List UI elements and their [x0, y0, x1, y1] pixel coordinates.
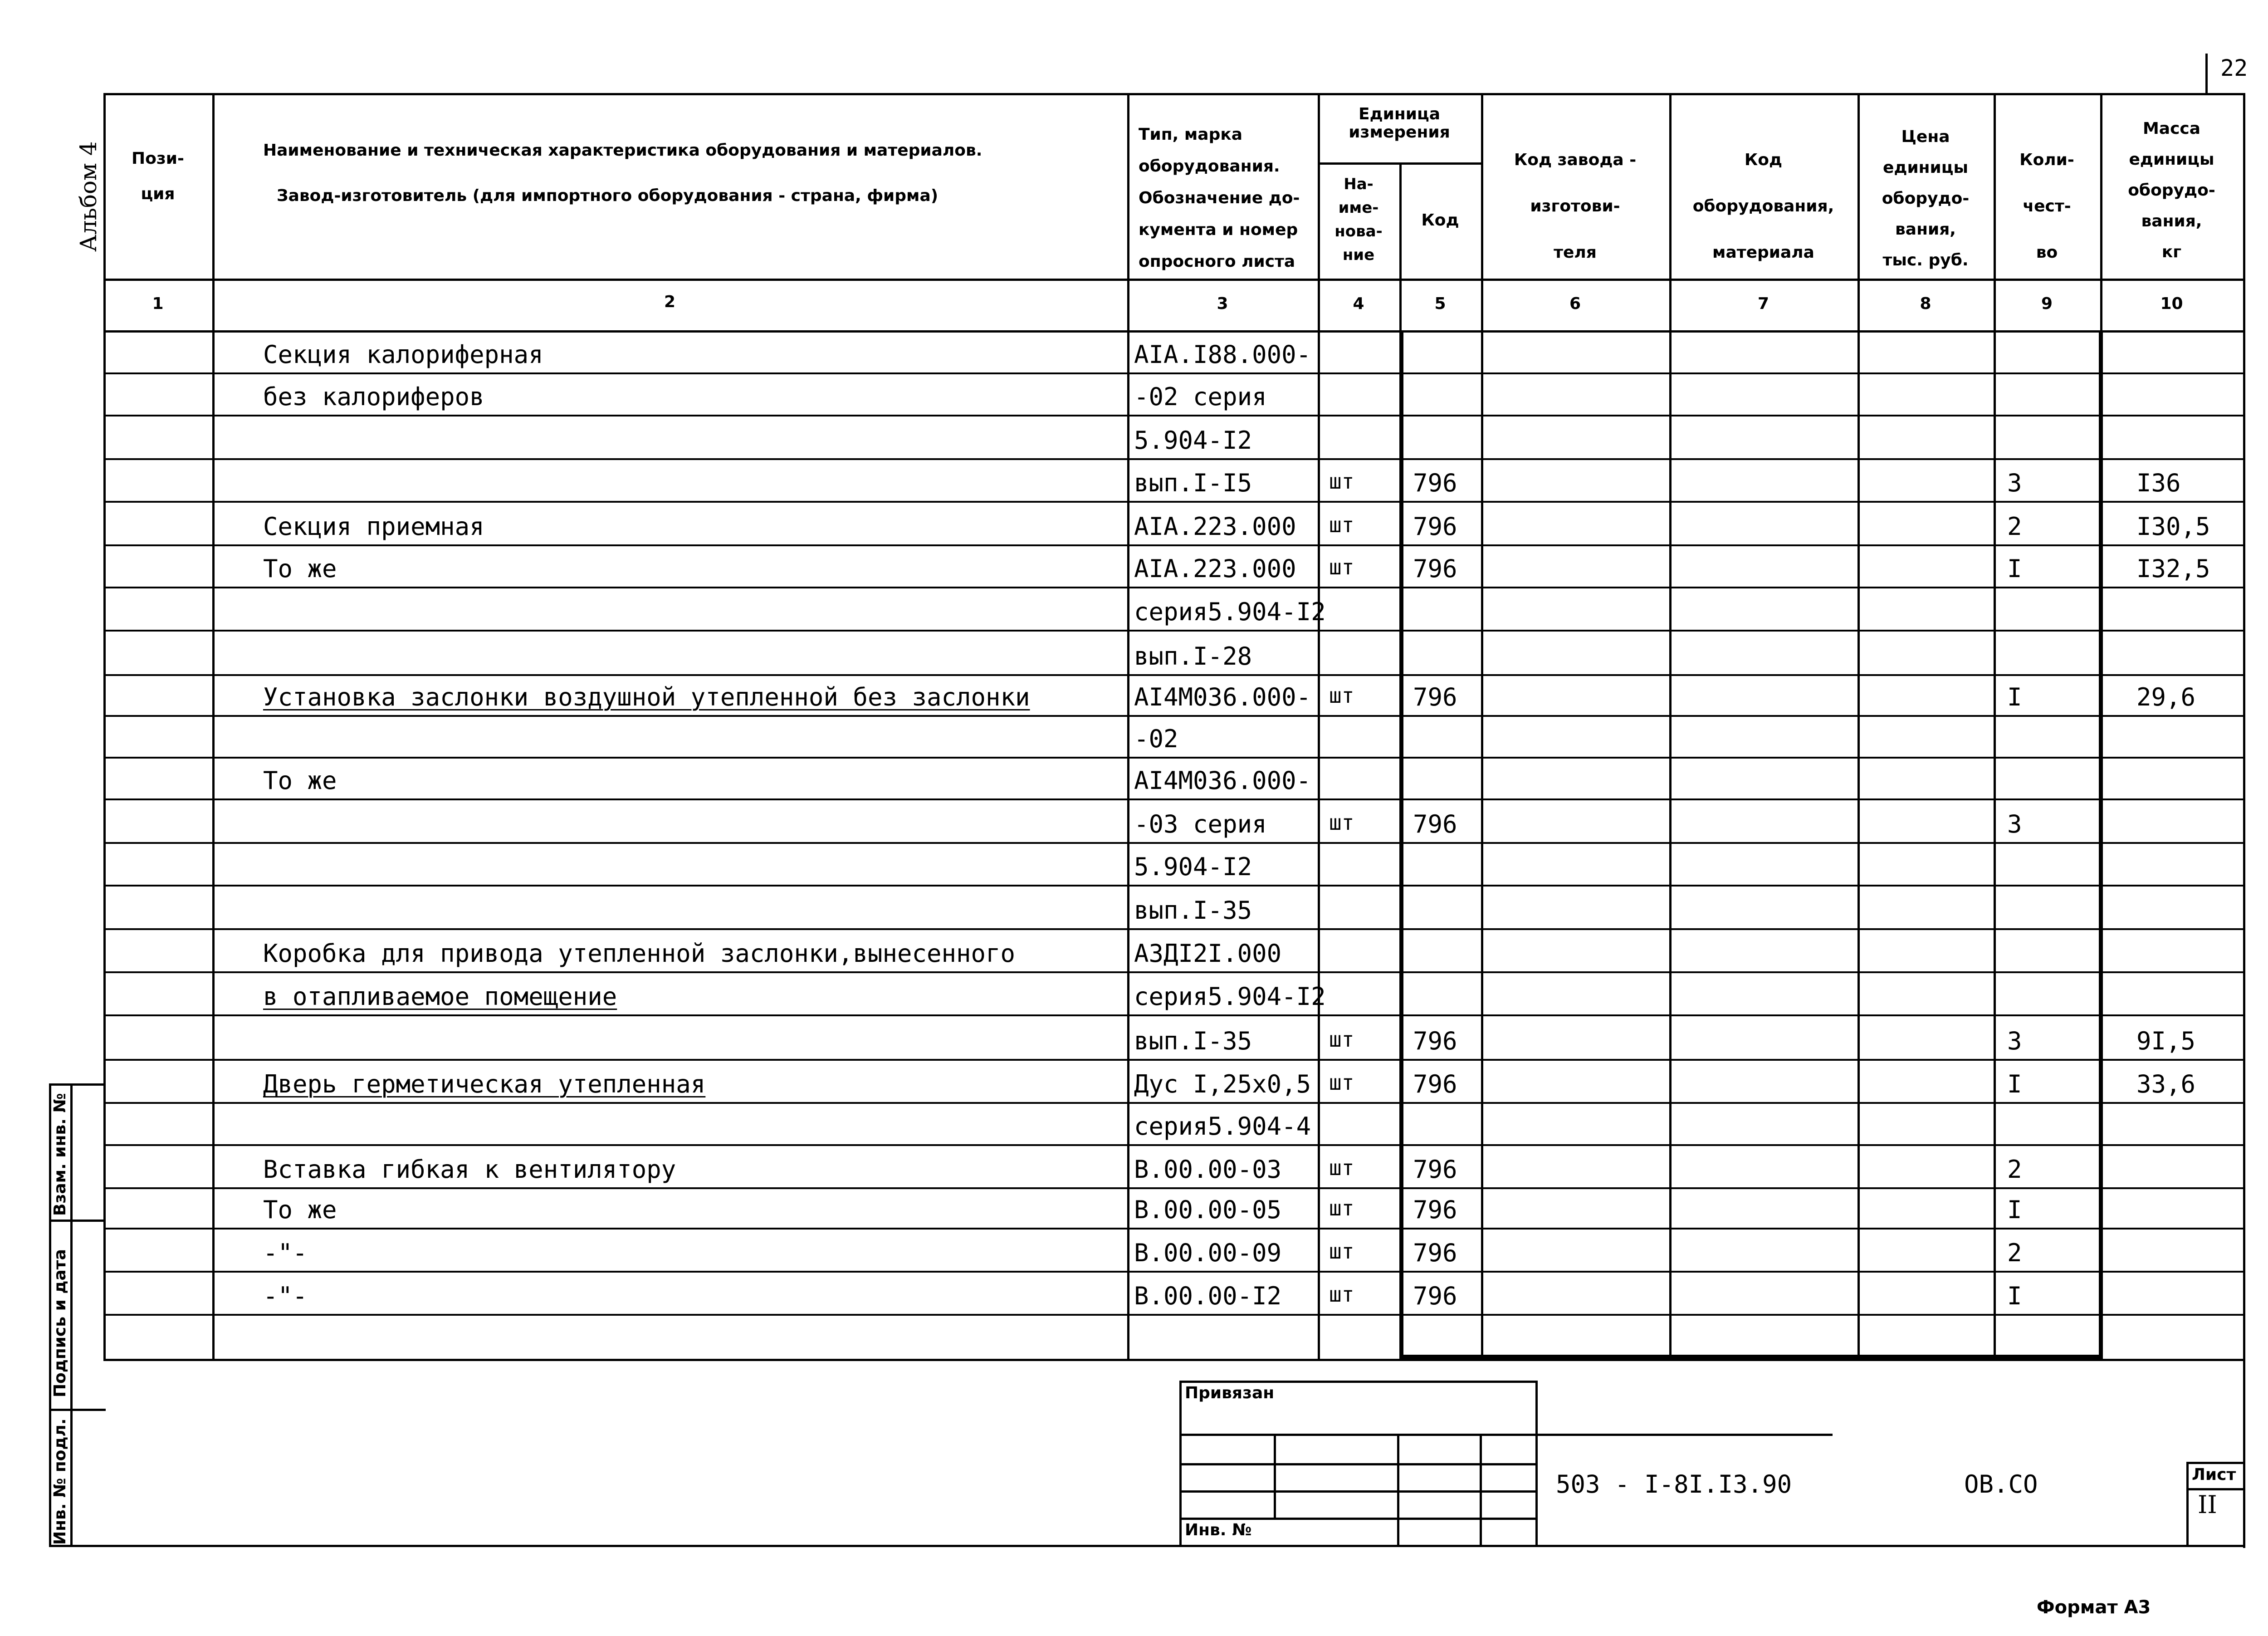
colnum-6: 6	[1569, 294, 1581, 313]
page-number-divider	[2205, 54, 2208, 95]
row-divider	[103, 1014, 2244, 1016]
side-stamp-top	[49, 1083, 106, 1086]
row-type: B.00.00-09	[1134, 1239, 1282, 1267]
row-name: Установка заслонки воздушной утепленной без заслонки	[263, 683, 1030, 711]
row-qty: I	[2007, 1282, 2022, 1310]
row-unit: шт	[1329, 810, 1354, 835]
row-type: -02 серия	[1134, 382, 1267, 411]
row-type: серия5.904-I2	[1134, 982, 1326, 1011]
row-type: -03 серия	[1134, 810, 1267, 838]
col-div-5	[1481, 93, 1483, 1359]
row-divider	[103, 885, 2244, 887]
col-div-1	[212, 93, 215, 1359]
row-divider	[103, 1271, 2244, 1273]
row-divider	[103, 501, 2244, 503]
row-mass: 9I,5	[2136, 1027, 2196, 1055]
row-divider	[103, 928, 2244, 930]
row-divider	[103, 715, 2244, 717]
row-type: AIA.223.000	[1134, 554, 1296, 583]
header-mass: Масса единицы оборудо- вания, кг	[2128, 119, 2215, 261]
row-name: Секция приемная	[263, 512, 484, 541]
row-type: вып.I-I5	[1134, 469, 1252, 497]
row-unit: шт	[1329, 1070, 1354, 1095]
stamp-list-number: II	[2198, 1490, 2217, 1519]
row-type: AI4M036.000-	[1134, 683, 1311, 711]
row-divider	[103, 1314, 2244, 1316]
row-type: Дус I,25x0,5	[1134, 1070, 1311, 1098]
stamp-col-3	[1480, 1434, 1482, 1546]
row-qty: 2	[2007, 1155, 2022, 1184]
row-type: B.00.00-03	[1134, 1155, 1282, 1184]
row-code: 796	[1413, 810, 1457, 838]
row-mass: 33,6	[2136, 1070, 2196, 1098]
stamp-mark: OB.CO	[1964, 1470, 2038, 1499]
row-name: -"-	[263, 1282, 308, 1310]
row-type: AI4M036.000-	[1134, 766, 1311, 795]
header-position: Пози- ция	[132, 149, 184, 203]
row-divider	[103, 1228, 2244, 1229]
row-type: АЗДI2I.000	[1134, 939, 1282, 968]
row-qty: 2	[2007, 1239, 2022, 1267]
row-divider	[103, 842, 2244, 844]
row-divider	[103, 630, 2244, 632]
row-code: 796	[1413, 1195, 1457, 1224]
stamp-row-3	[1179, 1490, 1538, 1493]
colnum-3: 3	[1217, 294, 1228, 313]
stamp-row-1	[1179, 1434, 1833, 1436]
row-name: без калориферов	[263, 382, 484, 411]
row-unit: шт	[1329, 1239, 1354, 1264]
group-border-bottom	[1399, 1355, 2103, 1359]
row-mass: 29,6	[2136, 683, 2196, 711]
stamp-list-label: Лист	[2192, 1465, 2236, 1484]
col-div-6	[1669, 93, 1672, 1359]
row-name: Секция калориферная	[263, 340, 543, 369]
row-qty: 3	[2007, 810, 2022, 838]
colnum-5: 5	[1434, 294, 1446, 313]
frame-bottom	[49, 1545, 2244, 1547]
row-name: Коробка для привода утепленной заслонки,вынесенного	[263, 939, 1016, 968]
stamp-col-1	[1274, 1434, 1276, 1518]
header-type: Тип, марка оборудования. Обозначение до- кумента и номер опросного листа	[1139, 125, 1300, 271]
header-equipment-code: Код оборудования, материала	[1692, 151, 1834, 262]
stamp-doc-code: 503 - I-8I.I3.90	[1556, 1470, 1792, 1499]
side-stamp-vzam: Взам. инв. №	[51, 1093, 69, 1216]
colnum-10: 10	[2160, 294, 2183, 313]
header-name-line2: Завод-изготовитель (для импортного оборудования - страна, фирма)	[277, 186, 938, 205]
colnum-2: 2	[664, 293, 676, 311]
row-divider	[103, 372, 2244, 374]
row-qty: I	[2007, 1070, 2022, 1098]
row-mass: I30,5	[2136, 512, 2210, 541]
row-type: вып.I-35	[1134, 1027, 1252, 1055]
colnum-bottom-line	[103, 330, 2244, 333]
row-name: То же	[263, 554, 337, 583]
header-bottom-line	[103, 279, 2244, 281]
colnum-8: 8	[1920, 294, 1931, 313]
frame-right	[2243, 93, 2245, 1548]
row-unit: шт	[1329, 683, 1354, 708]
colnum-7: 7	[1757, 294, 1769, 313]
row-code: 796	[1413, 554, 1457, 583]
row-code: 796	[1413, 512, 1457, 541]
header-name-line1: Наименование и техническая характеристика оборудования и материалов.	[263, 141, 982, 160]
colnum-1: 1	[152, 294, 164, 313]
row-code: 796	[1413, 1070, 1457, 1098]
row-type: серия5.904-I2	[1134, 598, 1326, 626]
row-unit: шт	[1329, 1027, 1354, 1052]
header-unit-code: Код	[1421, 211, 1459, 230]
row-type: серия5.904-4	[1134, 1112, 1311, 1141]
album-label: Альбом 4	[75, 141, 102, 252]
stamp-col-2	[1397, 1434, 1399, 1546]
col-div-2	[1127, 93, 1129, 1359]
format-label: Формат А3	[2037, 1597, 2151, 1618]
row-type: вып.I-28	[1134, 642, 1252, 671]
row-name: То же	[263, 766, 337, 795]
header-unit-group: Единица измерения	[1349, 105, 1450, 142]
row-code: 796	[1413, 1239, 1457, 1267]
row-code: 796	[1413, 469, 1457, 497]
header-factory-code: Код завода - изготови- теля	[1514, 151, 1637, 262]
row-type: 5.904-I2	[1134, 852, 1252, 881]
stamp-list-left	[2186, 1462, 2189, 1546]
row-qty: I	[2007, 554, 2022, 583]
colnum-9: 9	[2041, 294, 2053, 313]
side-stamp-div-2	[49, 1409, 106, 1411]
row-divider	[103, 544, 2244, 546]
row-name: Вставка гибкая к вентилятору	[263, 1155, 676, 1184]
row-type: AIA.223.000	[1134, 512, 1296, 541]
row-qty: I	[2007, 683, 2022, 711]
side-stamp-div-1	[49, 1220, 106, 1222]
row-divider	[103, 1187, 2244, 1189]
row-qty: 3	[2007, 1027, 2022, 1055]
row-mass: I36	[2136, 469, 2181, 497]
row-unit: шт	[1329, 1156, 1354, 1180]
stamp-row-2	[1179, 1463, 1538, 1465]
row-qty: 2	[2007, 512, 2022, 541]
row-type: B.00.00-I2	[1134, 1282, 1282, 1310]
stamp-inv-no: Инв. №	[1185, 1521, 1252, 1539]
row-type: B.00.00-05	[1134, 1195, 1282, 1224]
side-stamp-inv-podl: Инв. № подл.	[51, 1418, 69, 1545]
colnum-4: 4	[1353, 294, 1364, 313]
stamp-top	[1179, 1381, 1538, 1383]
stamp-privyazan: Привязан	[1185, 1384, 1275, 1402]
row-divider	[103, 798, 2244, 800]
row-name: -"-	[263, 1239, 308, 1267]
group-border-right	[2099, 330, 2103, 1359]
row-code: 796	[1413, 1027, 1457, 1055]
frame-left	[103, 93, 106, 1359]
group-border-left	[1399, 330, 1403, 1359]
row-unit: шт	[1329, 1282, 1354, 1307]
row-divider	[103, 1059, 2244, 1061]
stamp-list-top	[2186, 1462, 2244, 1464]
row-type: вып.I-35	[1134, 896, 1252, 925]
header-price: Цена единицы оборудо- вания, тыс. руб.	[1882, 127, 1970, 269]
side-stamp-podpis: Подпись и дата	[51, 1249, 69, 1397]
table-bottom-line	[103, 1359, 2244, 1361]
header-top-line	[103, 93, 2244, 95]
row-divider	[103, 1102, 2244, 1104]
row-divider	[103, 415, 2244, 416]
row-unit: шт	[1329, 469, 1354, 494]
row-divider	[103, 587, 2244, 588]
header-unit-name: На- име- нова- ние	[1334, 175, 1383, 264]
row-code: 796	[1413, 1155, 1457, 1184]
row-unit: шт	[1329, 513, 1354, 537]
side-stamp-mid	[70, 1083, 73, 1547]
row-qty: 3	[2007, 469, 2022, 497]
page-number: 22	[2220, 55, 2248, 81]
row-divider	[103, 1144, 2244, 1146]
row-unit: шт	[1329, 1196, 1354, 1220]
row-code: 796	[1413, 1282, 1457, 1310]
row-name: Дверь герметическая утепленная	[263, 1070, 706, 1098]
row-name: То же	[263, 1195, 337, 1224]
col-div-8	[1994, 93, 1996, 1359]
header-quantity: Коли- чест- во	[2019, 151, 2074, 262]
stamp-row-4	[1179, 1518, 1538, 1520]
row-mass: I32,5	[2136, 554, 2210, 583]
row-qty: I	[2007, 1195, 2022, 1224]
row-type: AIA.I88.000-	[1134, 340, 1311, 369]
row-divider	[103, 971, 2244, 973]
row-divider	[103, 757, 2244, 759]
row-type: 5.904-I2	[1134, 426, 1252, 455]
row-unit: шт	[1329, 555, 1354, 579]
row-type: -02	[1134, 725, 1178, 753]
row-divider	[103, 674, 2244, 676]
row-divider	[103, 458, 2244, 460]
col-div-7	[1857, 93, 1860, 1359]
row-code: 796	[1413, 683, 1457, 711]
col-div-3	[1318, 93, 1320, 1359]
row-name: в отапливаемое помещение	[263, 982, 617, 1011]
